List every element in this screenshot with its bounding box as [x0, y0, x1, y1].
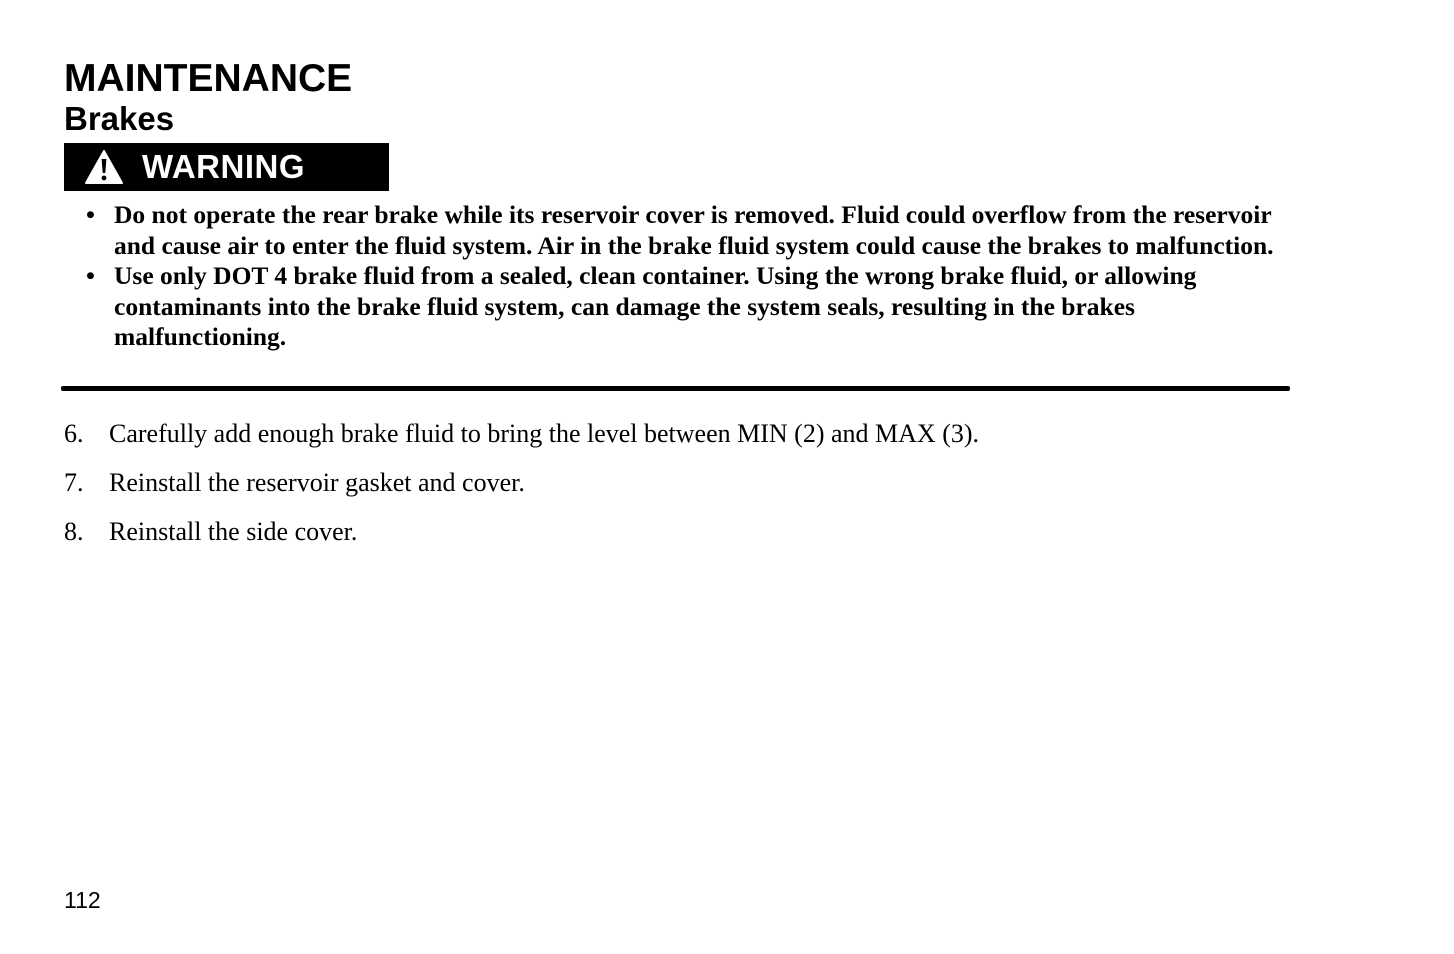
- bullet-icon: •: [86, 200, 95, 229]
- warning-label: WARNING: [142, 148, 305, 185]
- warning-banner: [64, 143, 389, 191]
- step-text: Carefully add enough brake fluid to bring the level between MIN (2) and MAX (3).: [109, 419, 980, 448]
- warning-item-text: Use only DOT 4 brake fluid from a sealed, clean container. Using the wrong brake fluid, or allowing contaminants into the brake fluid system, can damage the system seals, resulting in the brakes malfunctioning.: [114, 261, 1197, 351]
- step-item: [64, 467, 979, 499]
- warning-item: [86, 200, 1276, 261]
- procedure-steps: [64, 418, 979, 565]
- step-number: 7.: [64, 468, 84, 497]
- warning-list: [86, 200, 1276, 353]
- warning-divider: [61, 386, 1290, 391]
- warning-item: [86, 261, 1276, 353]
- step-text: Reinstall the reservoir gasket and cover.: [109, 468, 525, 497]
- section-title: MAINTENANCE: [64, 57, 353, 100]
- step-text: Reinstall the side cover.: [109, 517, 358, 546]
- warning-item-text: Do not operate the rear brake while its reservoir cover is removed. Fluid could overflow from the reservoir and cause air to enter the fluid system. Air in the brake fluid system could cause the brakes to malfunction.: [114, 200, 1274, 260]
- step-number: 6.: [64, 419, 84, 448]
- step-item: [64, 418, 979, 450]
- warning-triangle-icon: [84, 149, 124, 185]
- page-number: 112: [64, 887, 101, 913]
- step-number: 8.: [64, 517, 84, 546]
- subsection-title: Brakes: [64, 100, 175, 137]
- bullet-icon: •: [86, 261, 95, 290]
- step-item: [64, 516, 979, 548]
